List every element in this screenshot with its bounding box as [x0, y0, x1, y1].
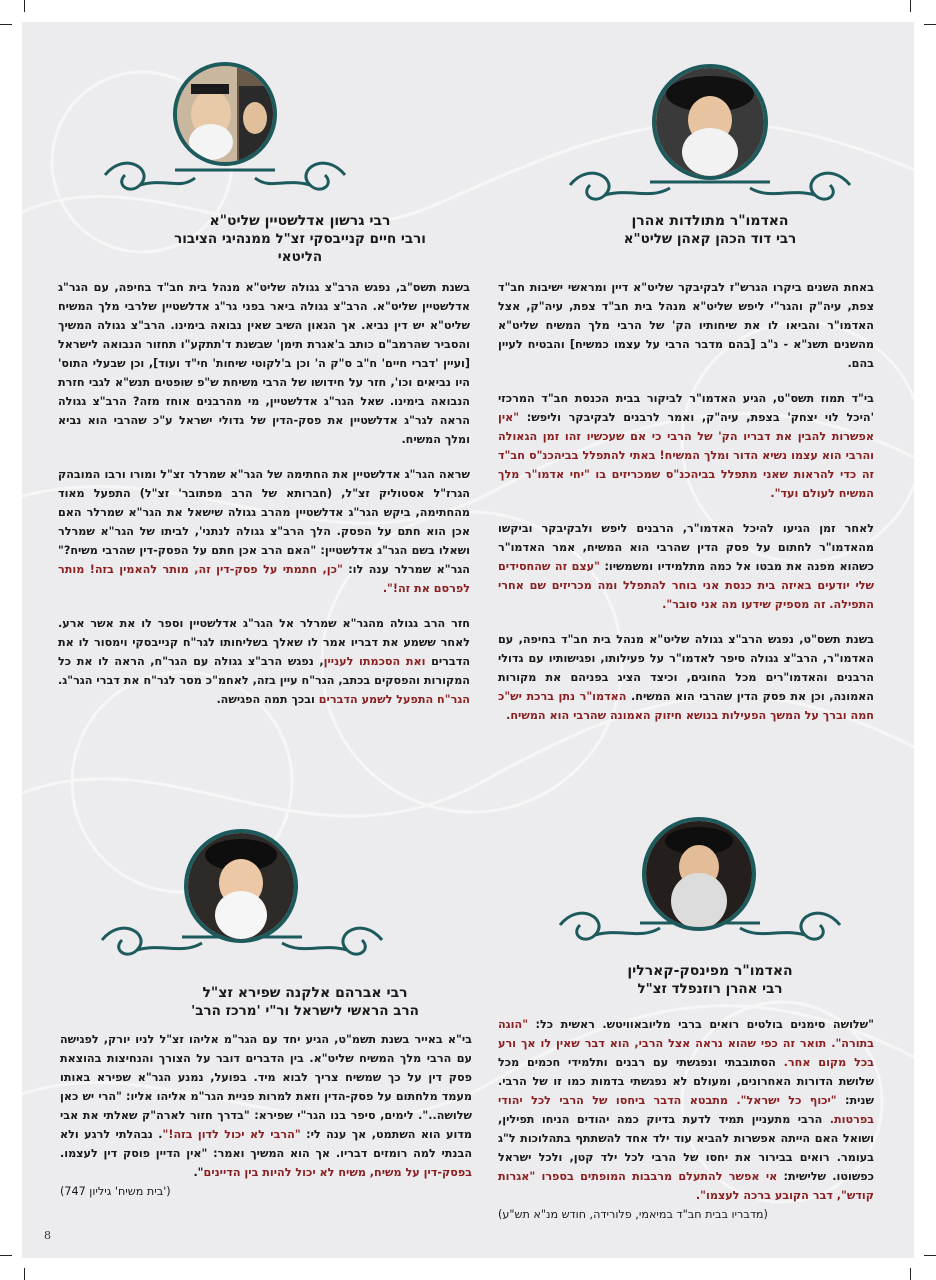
paragraph: שראה הגר"ג אדלשטיין את החתימה של הגר"א שמרלר זצ"ל ומורו ורבו המובהק הגרז"ל אסטוליק זצ"ל, (חברותא של הרב מפתובר' זצ"ל) התפעל מאוד מהחתימה, ביקש הגר"ג אדלשטיין מהרב גגולה שישאל את הגר"א שמרלר האם אכן הוא חתם על הפסק. הלך הרב"צ גגולה לנתני', לביתו של הגר"א שמרלר ושאלו בשם הגר"ג אדלשטיין: "האם הרב אכן חתם על הפסק-דין שהרבי משיח?" הגר"א שמרלר ענה לו: "כן, חתמתי על פסק-דין זה, מותר להאמין בזה! מותר לפרסם את זה!". — [58, 468, 470, 595]
highlight-quote: "הרבי לא יכול לדון בזה!" — [162, 1128, 301, 1141]
crop-mark — [924, 1255, 936, 1256]
page-number: 8 — [44, 1229, 51, 1242]
highlight-quote: אי אפשר להתעלם מרבבות המופתים בספרו "אגרות קודש", דבר הקובע ברכה לעצמו". — [498, 1170, 874, 1202]
portrait-rabbi-avraham-elkana-shapira — [184, 829, 298, 943]
crop-mark — [910, 0, 911, 12]
rabbi-photo-icon — [656, 68, 764, 176]
title-line2: הרב הראשי לישראל ור"י 'מרכז הרב' — [191, 1003, 419, 1019]
crop-mark — [0, 1255, 12, 1256]
portrait-rabbi-dovid-hakohen-kahan — [652, 64, 768, 180]
rabbis-photo-icon — [177, 66, 273, 162]
title-bottom-left — [155, 984, 455, 1020]
portrait-frame-top-left — [95, 60, 355, 200]
crop-mark — [924, 24, 936, 25]
title-line1: האדמו"ר מפינסק-קארלין — [627, 963, 793, 979]
title-bottom-right — [575, 962, 845, 998]
crop-mark — [910, 1268, 911, 1280]
title-line1: רבי אברהם אלקנה שפירא זצ"ל — [202, 985, 408, 1001]
highlight-quote: ואת הסכמתו לעניין — [323, 655, 426, 668]
crop-mark — [24, 0, 25, 12]
crop-mark — [0, 24, 12, 25]
source-citation: ('בית משיח' גיליון 747) — [60, 1185, 171, 1198]
highlight-quote: בפסק-דין על משיח, משיח לא יכול להיות בין הדיינים — [203, 1166, 472, 1179]
highlight-quote: "כן, חתמתי על פסק-דין זה, מותר להאמין בזה! מותר לפרסם את זה!". — [58, 563, 470, 595]
title-top-right — [575, 212, 845, 248]
portrait-frame-top-right — [560, 60, 860, 210]
highlight-quote: "עצם זה שהחסידים שלי יודעים באיזה בית כנסת אני בוחר להתפלל ומה מכריזים שם אחרי התפילה. זה מספיק שידעו מה אני סובר". — [498, 560, 874, 611]
title-top-left — [160, 212, 440, 266]
paragraph: בי"א באייר בשנת תשמ"ט, הגיע יחד עם הגר"מ אליהו זצ"ל לניו יורק, לפגישה עם הרבי מלך המשיח שליט"א. בין הדברים דובר על הצורך והנחיצות בהוצאת פסק דין על כך שמשיח צריך לבוא מיד. בפועל, נמנע הגר"א שפירא באותו מעמד מלחתום על פסק-הדין וזאת למרות פניית הגר"מ אליהו אליו: "הרי יש כאן שלושה..". לימים, סיפר בנו הגר"י שפירא: "בדרך חזור לארה"ק שאלתי את אבי מדוע הוא השתמט, אך ענה לי: "הרבי לא יכול לדון בזה!". נבהלתי לרגע ולא הבנתי למה רומזים דבריו. אך הוא המשיך ואמר: "אין הדיין פוסק דין לעצמו. בפסק-דין על משיח, משיח לא יכול להיות בין הדיינים". — [60, 1033, 472, 1179]
highlight-quote: האדמו"ר נתן ברכת יש"כ חמה וברך על המשך הפעילות בנושא חיזוק האמונה שהרבי הוא המשיח. — [498, 690, 874, 722]
crop-mark — [24, 1268, 25, 1280]
paragraph: בי"ד תמוז תשס"ט, הגיע האדמו"ר לביקור בבית הכנסת חב"ד המרכזי 'היכל לוי יצחק' בצפת, עיה"ק, ואמר לרבנים לבקיבקר וליפש: "אין אפשרות להבין את דבריו הק' של הרבי כי אם שעכשיו זהו זמן הגאולה והרבי הוא עצמו נשיא הדור ומלך המשיח! באתי להתפלל בביהכנ"ס חב"ד זה כדי להראות שאני מתפלל בביהכנ"ס שמכריזים בו "יחי אדמו"ר מלך המשיח לעולם ועד". — [498, 392, 874, 500]
portrait-frame-bottom-left — [92, 825, 392, 975]
highlight-quote: "אין אפשרות להבין את דבריו הק' של הרבי כי אם שעכשיו זהו זמן הגאולה והרבי הוא עצמו נשיא הדור ומלך המשיח! באתי להתפלל בביהכנ"ס חב"ד זה כדי להראות שאני מתפלל בביהכנ"ס שמכריזים בו "יחי אדמו"ר מלך המשיח לעולם ועד". — [498, 411, 874, 500]
highlight-quote: "יכוף כל ישראל". מתבטא הדבר ביחסו של הרבי לכל יהודי בפרטות. — [498, 1094, 874, 1126]
title-line2: רבי דוד הכהן קאהן שליט"א — [623, 231, 797, 247]
highlight-quote: הגר"ח התפעל לשמע הדברים — [318, 693, 470, 706]
portrait-rabbi-aharon-rosenfeld — [642, 817, 756, 931]
rabbi-photo-icon — [188, 833, 294, 939]
highlight-quote: "הוגה בתורה". תואר זה כפי שהוא נראה אצל הרבי, הוא דבר שאין לו אך ורע בכל מקום אחר. — [498, 1018, 875, 1069]
title-line1: רבי גרשון אדלשטיין שליט"א — [209, 213, 391, 229]
portrait-rabbis-edelstein-kanievsky — [173, 62, 277, 166]
title-line2: ורבי חיים קנייבסקי זצ"ל ממנהיגי הציבור הליטאי — [174, 231, 426, 265]
paragraph: באחת השנים ביקרו הגרש"ז לבקיבקר שליט"א דיין ומראשי ישיבות חב"ד צפת, עיה"ק והגר"י ליפש שליט"א מנהל בית חב"ד צפת, עיה"ק, אצל האדמו"ר והביאו לו את שיחותיו הק' של הרבי מלך המשיח שליט"א מהשנים תשנ"א - נ"ב [בהם מדבר הרבי על עצמו כמשיח] והבטיח לעיין בהם. — [498, 281, 874, 370]
rabbi-photo-icon — [646, 821, 752, 927]
paragraph: בשנת תשס"ב, נפגש הרב"צ גגולה שליט"א מנהל בית חב"ד בחיפה, עם הגר"ג אדלשטיין שליט"א. הרב"צ גגולה ביאר בפני גר"ג אדלשטיין שלרבי מלך המשיח שליט"א יש דין נביא. אך הגאון השיב שאין נבואה בימינו. הרב"צ גגולה המשיך והסביר שהרמב"ם כותב ב'אגרת תימן' שבשנת ד'תתקע"ו תחזור הנבואה לישראל [ועיין 'דברי חיים' ח"ב ס"ק ה' וכן ב'לקוטי שיחות' חי"ד ועוד], וכן שבעלי התוס' היו נביאים וכו', חזר על חידושו של הרבי משיחת ש"פ שופטים תנש"א לגבי חזרת הנבואה בימינו. שאל הגר"ג אדלשטיין, מי מהרבנים אוחז מזה? הרב"צ גגולה הראה לגר"ג אדלשטיין את פסק-הדין של גדולי ישראל ע"כ שהרבי הוא נביא ומלך המשיח. — [58, 281, 470, 446]
paragraph: בשנת תשס"ט, נפגש הרב"צ גגולה שליט"א מנהל בית חב"ד בחיפה, עם האדמו"ר, הרב"צ גגולה סיפר לאדמו"ר על פעילותו, ופגישותיו עם גדולי הרבנים והאדמו"רים מכל החוגים, וכיצד הציג בפניהם את מקורות האמונה, וכן את פסק הדין שהרבי הוא המשיח. האדמו"ר נתן ברכת יש"כ חמה וברך על המשך הפעילות בנושא חיזוק האמונה שהרבי הוא המשיח. — [498, 633, 874, 722]
portrait-frame-bottom-right — [550, 815, 850, 965]
article-bottom-left — [60, 1030, 472, 1201]
title-line2: רבי אהרן רוזנפלד זצ"ל — [637, 981, 783, 997]
article-bottom-right — [498, 1015, 874, 1224]
source-citation: (מדבריו בבית חב"ד במיאמי, פלורידה, חודש מנ"א תש"ע) — [498, 1208, 768, 1221]
paragraph: "שלושה סימנים בולטים רואים ברבי מליובאוויטש. ראשית כל: "הוגה בתורה". תואר זה כפי שהוא נראה אצל הרבי, הוא דבר שאין לו אך ורע בכל מקום אחר. הסתובבתי ונפגשתי עם רבנים ותלמידי חכמים מכל שלושת הדורות האחרונים, ומעולם לא נפגשתי בדמות כמו זו של הרבי. שנית: "יכוף כל ישראל". מתבטא הדבר ביחסו של הרבי לכל יהודי בפרטות. הרבי מתעניין תמיד לדעת בדיוק כמה יהודים הניחו תפילין, ושואל האם הייתה אפשרות להביא עוד ילד אחד להשתתף בתהלוכות ל"ג בעומר. רואים בבירור את יחסו של הרבי לכל ילד קטן, ולכל ישראל כפשוטו. שלישית: אי אפשר להתעלם מרבבות המופתים בספרו "אגרות קודש", דבר הקובע ברכה לעצמו". — [498, 1018, 875, 1202]
paragraph: לאחר זמן הגיעו להיכל האדמו"ר, הרבנים ליפש ולבקיבקר וביקשו מהאדמו"ר לחתום על פסק הדין שהרבי הוא המשיח, אמר האדמו"ר כשהוא מפנה את מבטו אל כמה מתלמידיו ומשמשיו: "עצם זה שהחסידים שלי יודעים באיזה בית כנסת אני בוחר להתפלל ומה מכריזים שם אחרי התפילה. זה מספיק שידעו מה אני סובר". — [498, 522, 875, 611]
title-line1: האדמו"ר מתולדות אהרן — [631, 213, 789, 229]
article-top-left — [58, 278, 470, 725]
article-top-right — [498, 278, 874, 741]
paragraph: חזר הרב גגולה מהגר"א שמרלר אל הגר"ג אדלשטיין וספר לו את אשר ארע. לאחר ששמע את דבריו אמר לו שאלך בשליחותו לגר"ח קנייבסקי וימסור לו את הדברים ואת הסכמתו לעניין, נפגש הרב"צ גגולה עם הגר"ח, הראה לו את כל המקורות והפסקים בכתב, הגר"ח עיין בזה, לאחמ"כ מסר לגר"ח את דברי הגר"ג. הגר"ח התפעל לשמע הדברים ובכך תמה הפגישה. — [58, 617, 471, 706]
